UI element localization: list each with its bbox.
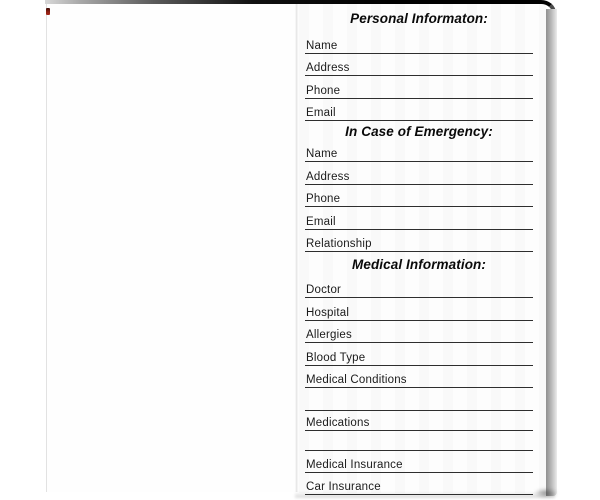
- field-label: Medications: [306, 417, 370, 429]
- field-label: Doctor: [306, 284, 342, 296]
- field-row-phone: [305, 76, 533, 99]
- field-row-email: [305, 207, 533, 230]
- red-ink-mark: [46, 8, 50, 15]
- field-row-doctor: [305, 276, 533, 299]
- field-label: Phone: [306, 193, 341, 205]
- field-label: Email: [306, 107, 336, 119]
- field-row-hospital: [305, 298, 533, 321]
- field-row-phone: [305, 185, 533, 208]
- field-label: Medical Conditions: [306, 374, 407, 386]
- left-blank-page: [46, 3, 296, 492]
- field-row-medical-insurance: [305, 451, 533, 474]
- field-label: Allergies: [306, 329, 352, 341]
- field-row-address: [305, 54, 533, 77]
- field-label: Car Insurance: [306, 481, 381, 493]
- page-fore-edge: [546, 9, 557, 496]
- field-row-blank: [305, 388, 533, 411]
- field-row-name: [305, 31, 533, 54]
- field-label: Hospital: [306, 306, 350, 319]
- field-label: Name: [306, 39, 338, 52]
- section-title-medical-information: Medical Information:: [351, 257, 486, 272]
- information-form: [305, 9, 533, 495]
- spine-crease: [295, 4, 299, 492]
- field-label: Blood Type: [306, 351, 366, 364]
- field-label: Medical Insurance: [306, 459, 403, 471]
- field-row-email: [305, 99, 533, 122]
- field-label: Relationship: [306, 238, 372, 250]
- field-label: Email: [306, 215, 336, 228]
- field-row-medical-conditions: [305, 366, 533, 389]
- field-label: Name: [306, 148, 338, 160]
- field-label: Address: [306, 62, 350, 74]
- field-row-relationship: [305, 230, 533, 253]
- field-label: Phone: [306, 84, 341, 97]
- field-label: Address: [306, 170, 350, 183]
- field-row-car-insurance: [305, 473, 533, 495]
- field-row-blood-type: [305, 343, 533, 366]
- booklet-top-edge: [45, 0, 540, 4]
- field-row-allergies: [305, 321, 533, 344]
- field-row-address: [305, 162, 533, 185]
- field-row-blank: [305, 431, 533, 451]
- section-title-personal-information: Personal Informaton:: [350, 11, 488, 26]
- section-title-in-case-of-emergency: In Case of Emergency:: [345, 124, 493, 139]
- field-row-medications: [305, 411, 533, 432]
- field-row-name: [305, 140, 533, 163]
